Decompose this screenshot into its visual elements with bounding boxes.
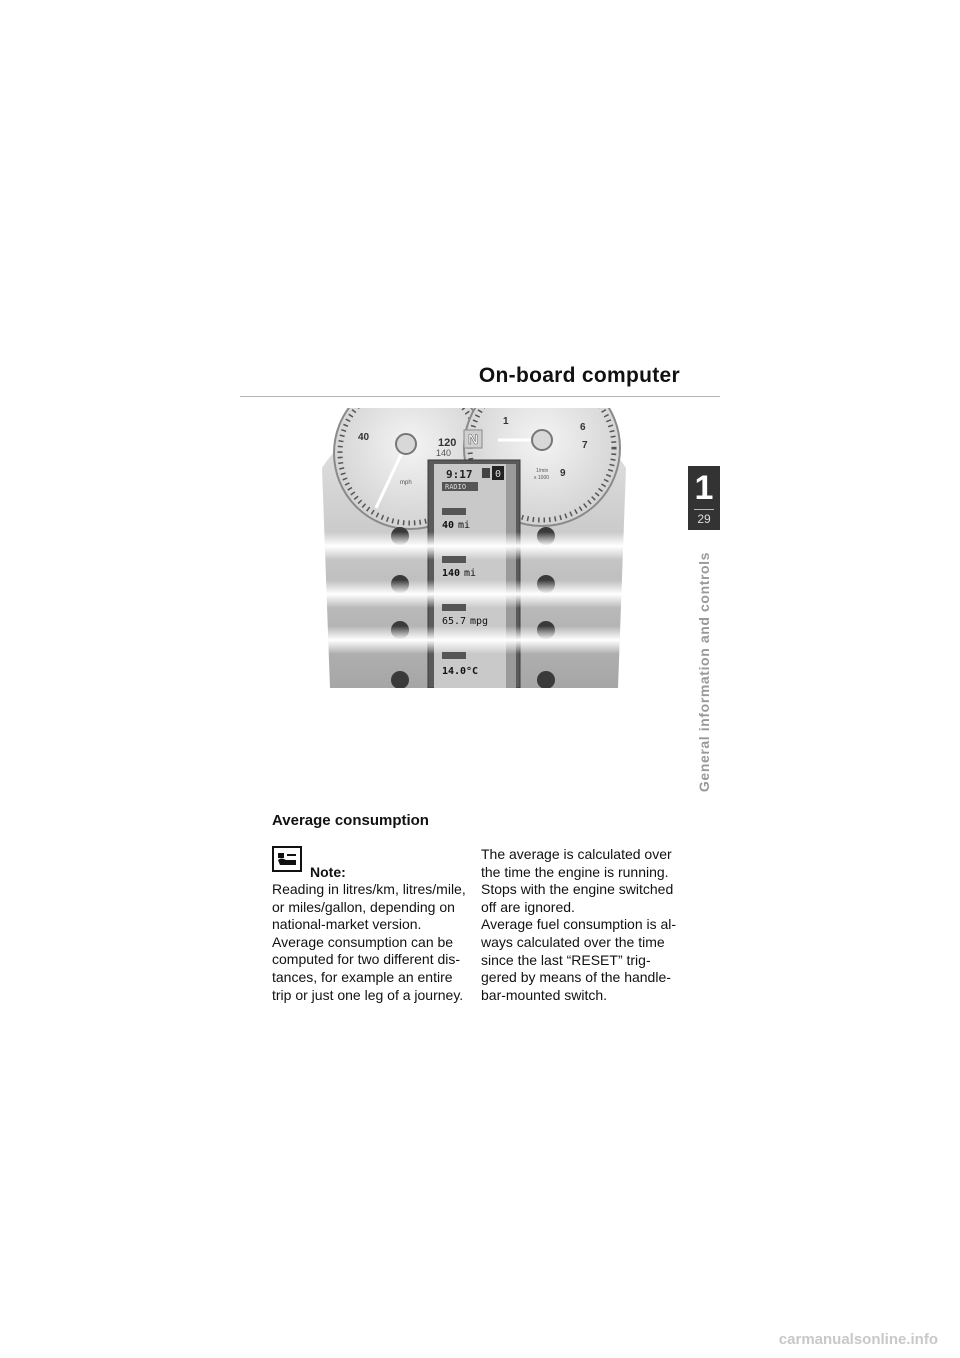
right-paragraph-2: Average fuel consumption is al- ways calculated over the time since the last “RESET” trig- gered by means of the handle- bar-mounted switch. (481, 916, 677, 1003)
lcd-time: 9:17 (446, 468, 473, 481)
lcd-gear-digit: 0 (495, 469, 502, 480)
tacho-unit-label: 1/min (536, 468, 549, 474)
chapter-separator (694, 509, 714, 510)
tachometer-hub (532, 430, 552, 450)
tacho-label-1: 1 (503, 416, 509, 427)
speed-mark-label: 140 (436, 448, 452, 458)
lcd-reading-main: 40 (442, 520, 455, 531)
right-paragraph-1: The average is calculated over the time the engine is running. Stops with the engine switched off are ignored. (481, 846, 674, 915)
chapter-side-label: General information and controls (696, 551, 712, 793)
gear-letter: N (468, 431, 479, 447)
chapter-tab (688, 466, 720, 530)
instrument-cluster-figure (318, 408, 630, 688)
lcd-strip-3-reading: 14.0 (442, 666, 467, 677)
page-title: On-board computer (478, 364, 680, 387)
page-number: 29 (697, 512, 711, 526)
section-heading: Average consumption (272, 812, 429, 829)
left-paragraph-1: Reading in litres/km, litres/mile, or miles/gallon, depending on national-market version. (272, 881, 466, 933)
speed-label-top: 120 (438, 437, 457, 449)
lcd-mode: RADIO (445, 483, 467, 491)
tacho-label-6: 6 (580, 422, 586, 433)
svg-text:x 1000: x 1000 (534, 475, 550, 481)
note-icon (272, 846, 302, 872)
chapter-number: 1 (694, 469, 714, 507)
lcd-strip-2-reading: 65.7 (442, 616, 467, 627)
speed-label-left: 40 (358, 432, 370, 443)
watermark: carmanualsonline.info (778, 1331, 938, 1348)
lcd-strip-1-unit: mi (464, 568, 477, 579)
right-column (481, 846, 681, 1004)
header-rule (240, 396, 720, 397)
tacho-label-7: 7 (582, 440, 588, 451)
tacho-label-9: 9 (560, 468, 566, 479)
instrument-cluster-illustration (318, 408, 630, 688)
lcd-strip-3-unit: °C (466, 666, 479, 677)
lcd-strip-1-reading: 140 (442, 568, 461, 579)
speedometer-hub (396, 434, 416, 454)
left-column (272, 881, 472, 1004)
lcd-unit-main: mi (458, 520, 471, 531)
lcd-strip-2-unit: mpg (470, 616, 489, 627)
note-label: Note: (310, 864, 346, 880)
left-paragraph-2: Average consumption can be computed for two different dis- tances, for example an entire trip or just one leg of a journey. (272, 933, 464, 1003)
speed-unit-label: mph (400, 480, 412, 486)
